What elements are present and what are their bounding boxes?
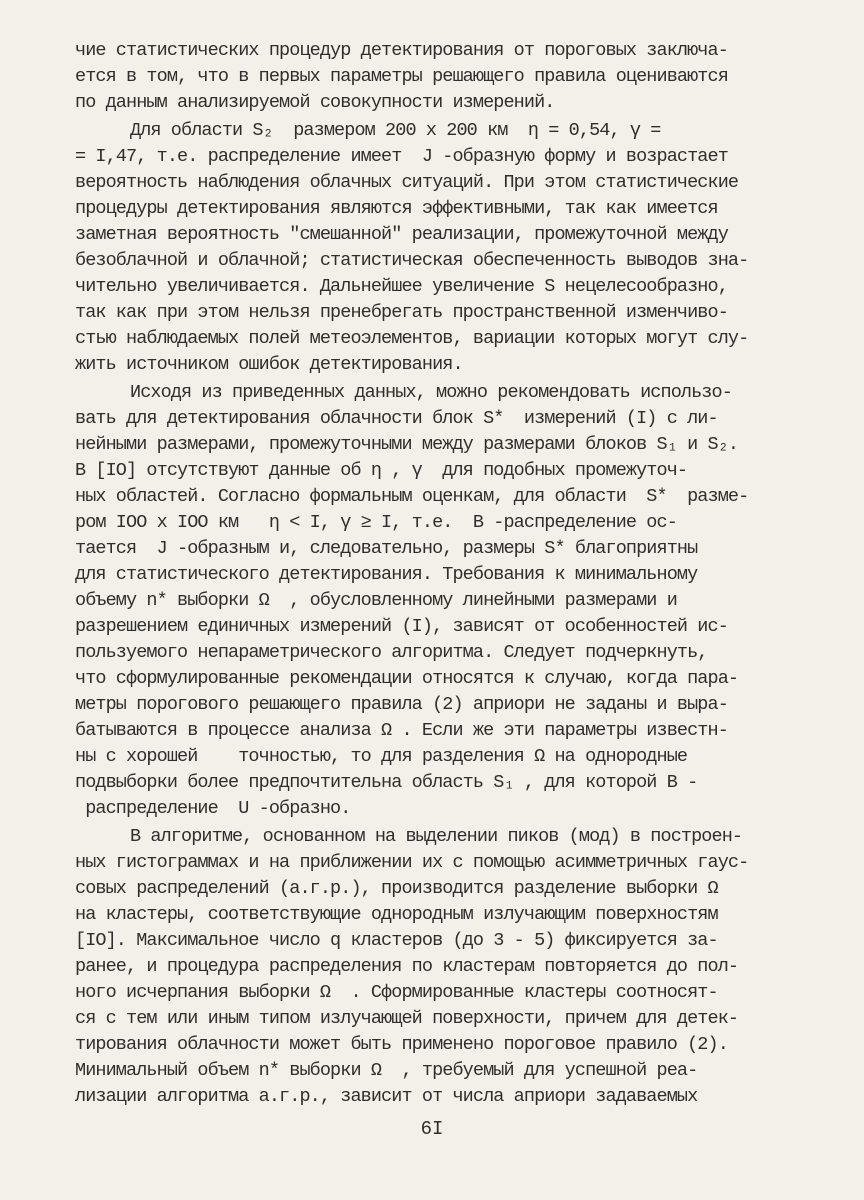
text-line: совых распределений (а.г.р.), производится разделение выборки Ω	[75, 878, 718, 899]
text-line: В алгоритме, основанном на выделении пиков (мод) в построен-	[130, 826, 743, 847]
text-line: по данным анализируемой совокупности измерений.	[75, 92, 555, 113]
text-line: процедуры детектирования являются эффективными, так как имеется	[75, 198, 718, 219]
text-line: распределение U -образно.	[75, 798, 351, 819]
text-line: нейными размерами, промежуточными между размерами блоков S₁ и S₂.	[75, 434, 739, 455]
text-line: на кластеры, соответствующие однородным излучающим поверхностям	[75, 904, 718, 925]
text-line: безоблачной и облачной; статистическая обеспеченность выводов зна-	[75, 250, 749, 271]
text-line: подвыборки более предпочтительна область S₁ , для которой В -	[75, 772, 698, 793]
text-line: ется в том, что в первых параметры решающего правила оцениваются	[75, 66, 728, 87]
text-line: жить источником ошибок детектирования.	[75, 354, 463, 375]
text-line: [IO]. Максимальное число q кластеров (до 3 - 5) фиксируется за-	[75, 930, 718, 951]
text-line: что сформулированные рекомендации относятся к случаю, когда пара-	[75, 668, 739, 689]
text-line: ром IOO x IOO км η < I, γ ≥ I, т.е. В -распределение ос-	[75, 512, 677, 533]
text-line: батываются в процессе анализа Ω . Если же эти параметры известн-	[75, 720, 728, 741]
text-line: Исходя из приведенных данных, можно рекомендовать использо-	[130, 382, 732, 403]
text-line: Для области S₂ размером 200 x 200 км η = 0,54, γ =	[130, 120, 661, 141]
text-line: метры порогового решающего правила (2) априори не заданы и выра-	[75, 694, 728, 715]
text-line: ся с тем или иным типом излучающей поверхности, причем для детек-	[75, 1008, 739, 1029]
text-line: ных гистограммах и на приближении их с помощью асимметричных гаус-	[75, 852, 749, 873]
text-line: тается J -образным и, следовательно, размеры S* благоприятны	[75, 538, 698, 559]
text-line: объему n* выборки Ω , обусловленному линейными размерами и	[75, 590, 677, 611]
text-line: стью наблюдаемых полей метеоэлементов, вариации которых могут слу-	[75, 328, 749, 349]
text-line: для статистического детектирования. Требования к минимальному	[75, 564, 698, 585]
text-line: Минимальный объем n* выборки Ω , требуемый для успешной реа-	[75, 1060, 698, 1081]
text-line: чие статистических процедур детектирования от пороговых заключа-	[75, 40, 728, 61]
text-line: заметная вероятность "смешанной" реализации, промежуточной между	[75, 224, 728, 245]
text-line: чительно увеличивается. Дальнейшее увеличение S нецелесообразно,	[75, 276, 728, 297]
text-line: вероятность наблюдения облачных ситуаций. При этом статистические	[75, 172, 739, 193]
text-line: тирования облачности может быть применено пороговое правило (2).	[75, 1034, 728, 1055]
text-line: В [IO] отсутствуют данные об η , γ для подобных промежуточ-	[75, 460, 688, 481]
text-line: пользуемого непараметрического алгоритма. Следует подчеркнуть,	[75, 642, 708, 663]
text-line: так как при этом нельзя пренебрегать пространственной изменчиво-	[75, 302, 728, 323]
text-line: ных областей. Согласно формальным оценкам, для области S* разме-	[75, 486, 749, 507]
text-line: = I,47, т.е. распределение имеет J -образную форму и возрастает	[75, 146, 728, 167]
text-line: разрешением единичных измерений (I), зависят от особенностей ис-	[75, 616, 728, 637]
text-line: вать для детектирования облачности блок S* измерений (I) с ли-	[75, 408, 718, 429]
page-number: 6I	[420, 1118, 444, 1140]
text-line: ранее, и процедура распределения по кластерам повторяется до пол-	[75, 956, 739, 977]
text-line: ного исчерпания выборки Ω . Сформированные кластеры соотносят-	[75, 982, 718, 1003]
text-line: лизации алгоритма а.г.р., зависит от числа априори задаваемых	[75, 1086, 698, 1107]
text-line: ны с хорошей точностью, то для разделения Ω на однородные	[75, 746, 688, 767]
